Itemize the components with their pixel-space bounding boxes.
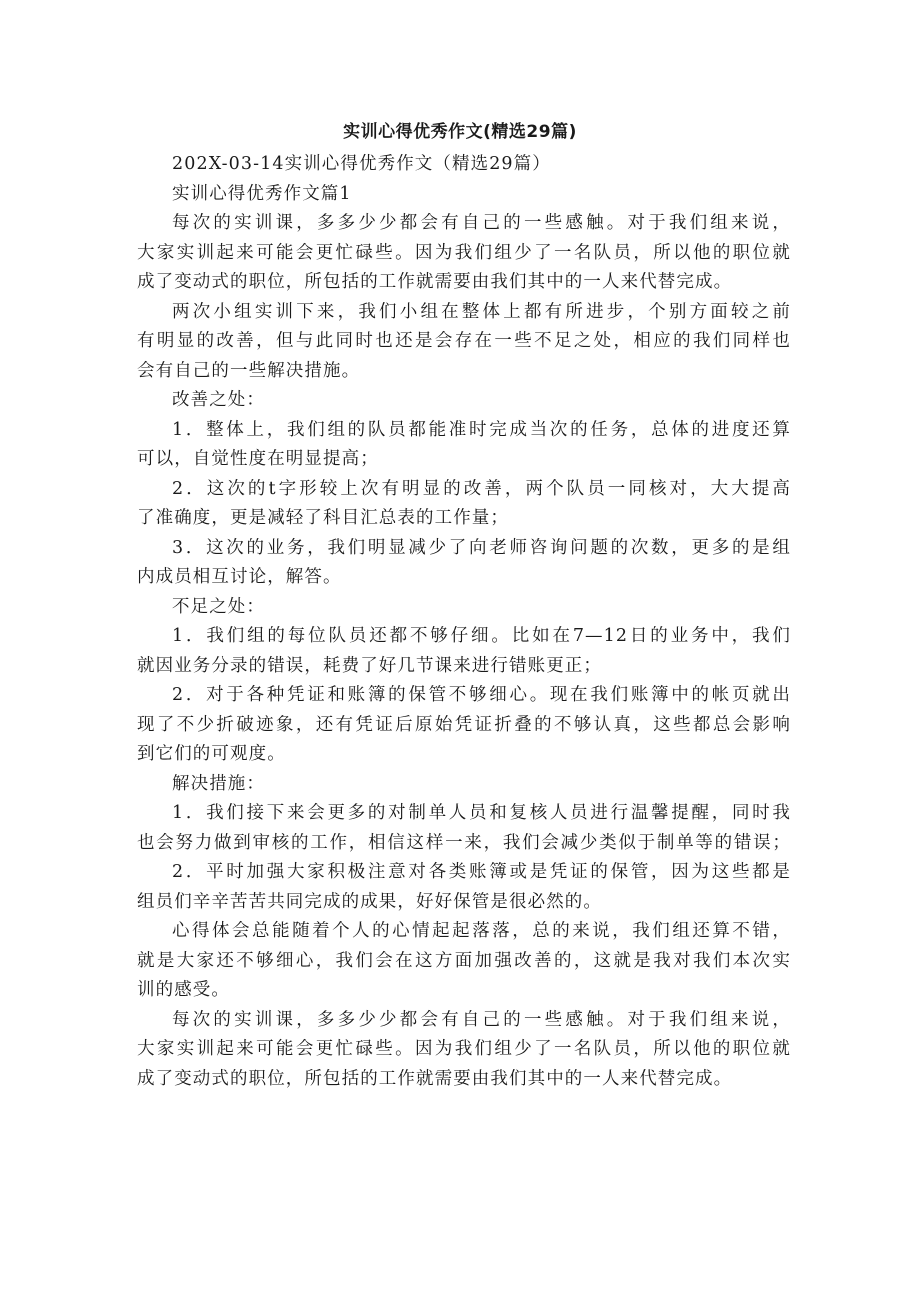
list-item: 就因业务分录的错误，耗费了好几节课来进行错账更正； bbox=[137, 655, 602, 676]
list-item: 1．整体上，我们组的队员都能准时完成当次的任务，总体的进度还算 bbox=[172, 419, 791, 440]
paragraph-line: 成了变动式的职位，所包括的工作就需要由我们其中的一人来代替完成。 bbox=[137, 272, 733, 292]
paragraph-line: 大家实训起来可能会更忙碌些。因为我们组少了一名队员，所以他的职位就 bbox=[137, 242, 791, 263]
list-item: 1．我们组的每位队员还都不够仔细。比如在7—12日的业务中，我们 bbox=[172, 626, 791, 646]
list-item: 可以，自觉性度在明显提高； bbox=[137, 449, 379, 469]
list-item: 也会努力做到审核的工作，相信这样一来，我们会减少类似于制单等的错误； bbox=[137, 832, 791, 853]
subheading-solutions: 解决措施： bbox=[172, 773, 265, 794]
list-item: 1．我们接下来会更多的对制单人员和复核人员进行温馨提醒，同时我 bbox=[172, 803, 791, 823]
paragraph-line: 每次的实训课，多多少少都会有自己的一些感触。对于我们组来说， bbox=[172, 1009, 791, 1030]
paragraph-line: 每次的实训课，多多少少都会有自己的一些感触。对于我们组来说， bbox=[172, 213, 791, 233]
list-item: 3．这次的业务，我们明显减少了向老师咨询问题的次数，更多的是组 bbox=[172, 537, 791, 558]
paragraph-line: 心得体会总能随着个人的心情起起落落，总的来说，我们组还算不错， bbox=[172, 921, 791, 941]
paragraph-line: 有明显的改善，但与此同时也还是会存在一些不足之处，相应的我们同样也 bbox=[137, 331, 791, 351]
paragraph-line: 两次小组实训下来，我们小组在整体上都有所进步，个别方面较之前 bbox=[172, 301, 791, 322]
list-item: 2．平时加强大家积极注意对各类账簿或是凭证的保管，因为这些都是 bbox=[172, 862, 791, 882]
list-item: 了准确度，更是减轻了科目汇总表的工作量； bbox=[137, 508, 509, 528]
list-item: 到它们的可观度。 bbox=[137, 744, 286, 764]
list-item: 2．这次的t字形较上次有明显的改善，两个队员一同核对，大大提高 bbox=[172, 478, 791, 499]
paragraph-line: 训的感受。 bbox=[137, 980, 230, 1000]
paragraph-line: 大家实训起来可能会更忙碌些。因为我们组少了一名队员，所以他的职位就 bbox=[137, 1039, 791, 1059]
list-item: 组员们辛辛苦苦共同完成的成果，好好保管是很必然的。 bbox=[137, 891, 602, 912]
paragraph-line: 会有自己的一些解决措施。 bbox=[137, 360, 361, 381]
subheading-improvements: 改善之处： bbox=[172, 390, 265, 410]
date-line: 202X-03-14实训心得优秀作文（精选29篇） bbox=[172, 154, 551, 174]
paragraph-line: 成了变动式的职位，所包括的工作就需要由我们其中的一人来代替完成。 bbox=[137, 1068, 733, 1089]
list-item: 现了不少折破迹象，还有凭证后原始凭证折叠的不够认真，这些都总会影响 bbox=[137, 714, 791, 735]
list-item: 2．对于各种凭证和账簿的保管不够细心。现在我们账簿中的帐页就出 bbox=[172, 685, 791, 705]
document-body bbox=[137, 150, 791, 1093]
list-item: 内成员相互讨论，解答。 bbox=[137, 567, 342, 587]
paragraph-line: 就是大家还不够细心，我们会在这方面加强改善的，这就是我对我们本次实 bbox=[137, 950, 791, 971]
subheading-shortcomings: 不足之处： bbox=[172, 596, 265, 617]
document-title: 实训心得优秀作文(精选29篇) bbox=[343, 122, 577, 142]
section-heading: 实训心得优秀作文篇1 bbox=[172, 183, 352, 204]
